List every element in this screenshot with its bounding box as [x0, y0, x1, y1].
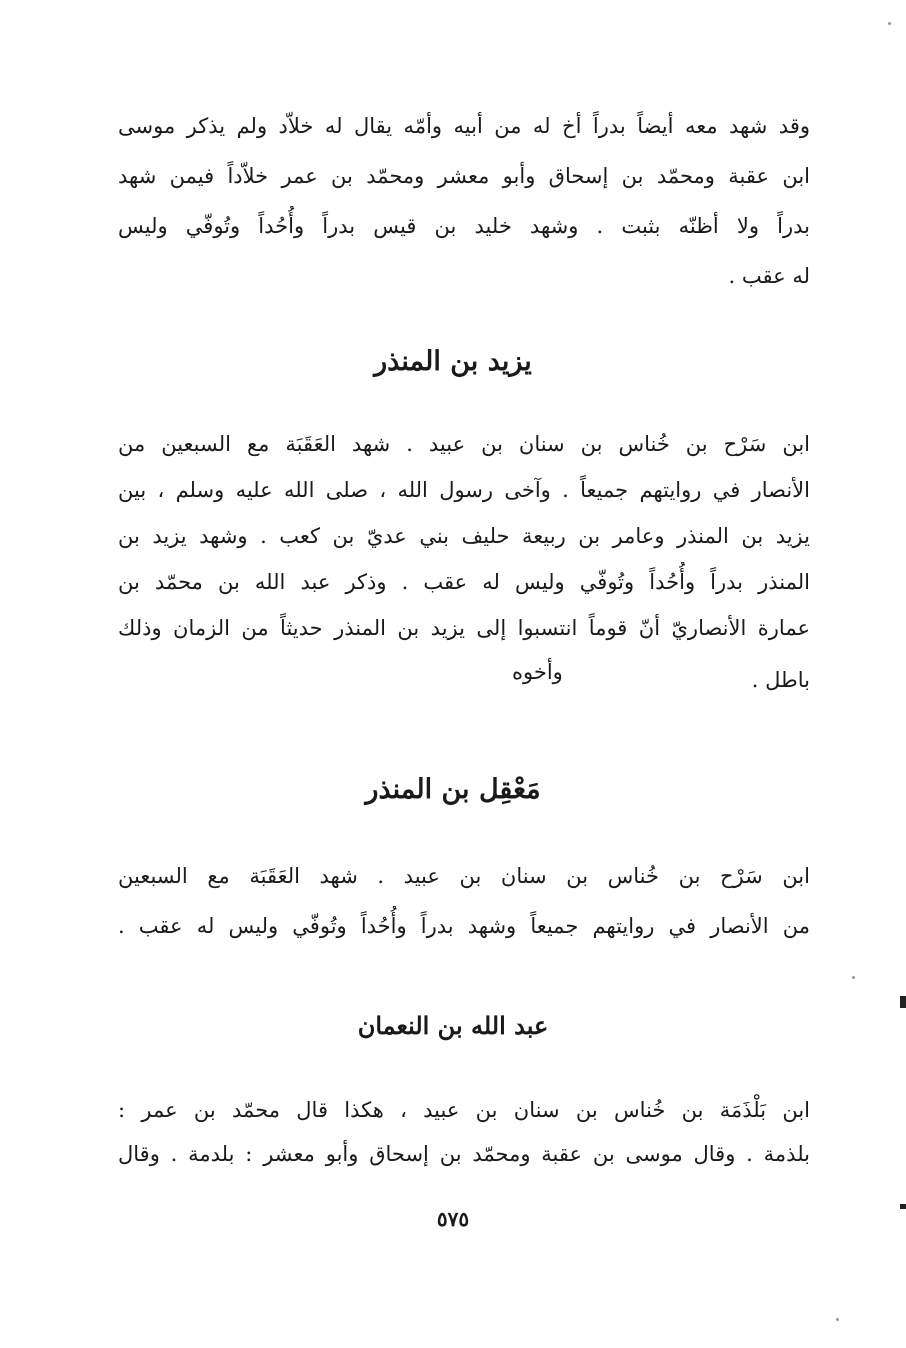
section-heading: مَعْقِل بن المنذر — [365, 774, 541, 805]
paragraph-line: من الأنصار في روايتهم جميعاً وشهد بدراً وأُحُداً وتُوفّي وليس له عقب . — [118, 914, 810, 938]
paragraph-line: له عقب . — [728, 264, 810, 288]
scan-speck — [852, 976, 855, 979]
paragraph-line: وقد شهد معه أيضاً بدراً أخ له من أبيه وأمّه يقال له خلاّد ولم يذكر موسى — [118, 114, 810, 138]
paragraph-line: ابن عقبة ومحمّد بن إسحاق وأبو معشر ومحمّد بن عمر خلاّداً فيمن شهد — [118, 164, 810, 188]
scan-speck — [888, 22, 891, 25]
section-heading: عبد الله بن النعمان — [357, 1011, 549, 1040]
scan-edge-mark — [900, 1204, 906, 1209]
paragraph-line: باطل . — [751, 668, 810, 692]
paragraph-line: يزيد بن المنذر وعامر بن ربيعة حليف بني عديّ بن كعب . وشهد يزيد بن — [118, 524, 810, 548]
scan-speck — [836, 1318, 839, 1321]
paragraph-line: بلذمة . وقال موسى بن عقبة ومحمّد بن إسحاق وأبو معشر : بلدمة . وقال — [118, 1142, 810, 1166]
paragraph-line: الأنصار في روايتهم جميعاً . وآخى رسول الله ، صلى الله عليه وسلم ، بين — [118, 478, 810, 502]
paragraph-line: بدراً ولا أظنّه بثبت . وشهد خليد بن قيس بدراً وأُحُداً وتُوفّي وليس — [118, 214, 810, 238]
page-number: ٥٧٥ — [436, 1207, 470, 1231]
section-heading: يزيد بن المنذر — [374, 346, 532, 377]
paragraph-line: عمارة الأنصاريّ أنّ قوماً انتسبوا إلى يزيد بن المنذر حديثاً من الزمان وذلك — [118, 616, 810, 640]
paragraph-line: المنذر بدراً وأُحُداً وتُوفّي وليس له عقب . وذكر عبد الله بن محمّد بن — [118, 570, 810, 594]
paragraph-line: ابن سَرْح بن خُناس بن سنان بن عبيد . شهد العَقَبَة مع السبعين — [118, 864, 810, 888]
paragraph-line: ابن سَرْح بن خُناس بن سنان بن عبيد . شهد العَقَبَة مع السبعين من — [118, 432, 810, 456]
scan-edge-mark — [900, 996, 906, 1008]
margin-annotation: وأخوه — [512, 660, 563, 684]
paragraph-line: ابن بَلْذَمَة بن خُناس بن سنان بن عبيد ، هكذا قال محمّد بن عمر : — [118, 1098, 810, 1122]
